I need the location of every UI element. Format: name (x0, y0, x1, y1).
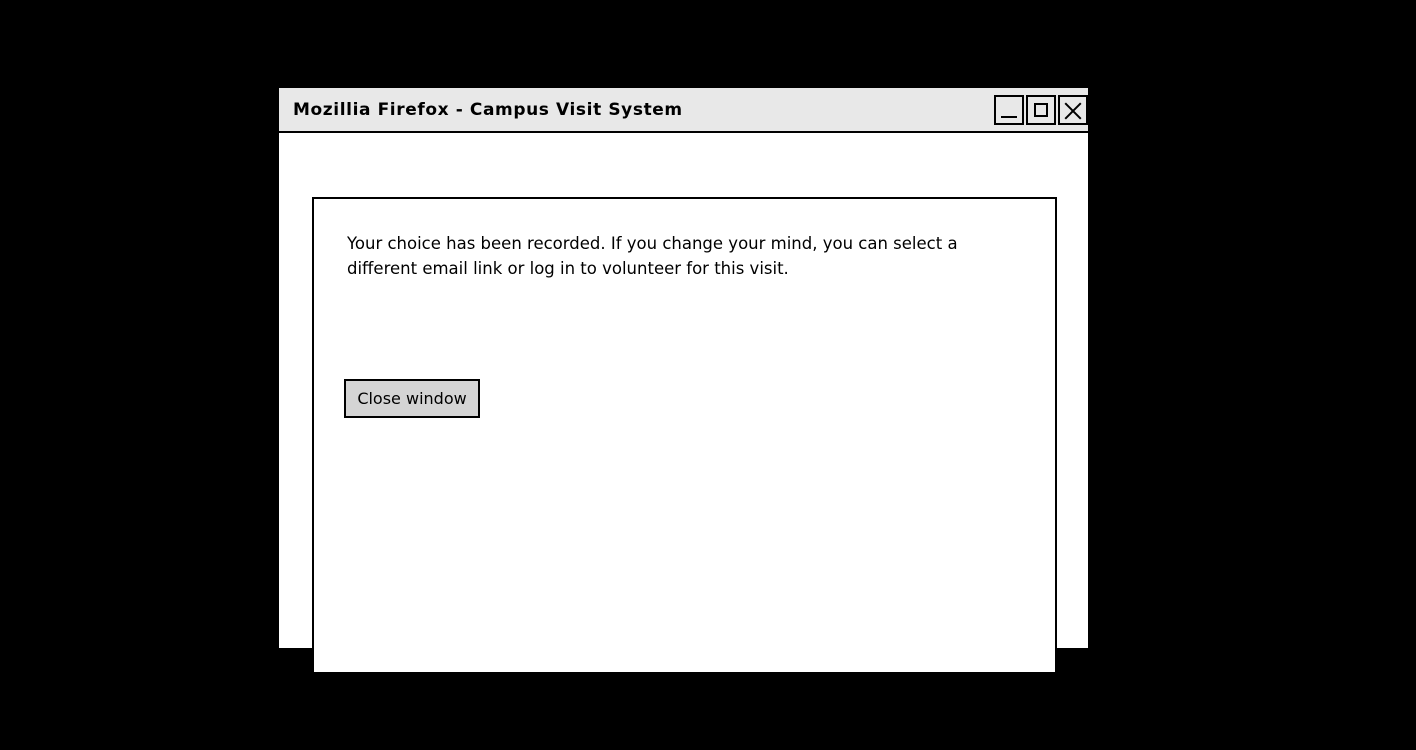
confirmation-message: Your choice has been recorded. If you change your mind, you can select a different email link or log in to volunteer for this visit. (347, 234, 958, 278)
close-window-button[interactable]: Close window (344, 379, 480, 418)
content-panel (312, 197, 1057, 674)
window-title: Mozillia Firefox - Campus Visit System (293, 99, 683, 120)
close-icon[interactable] (1058, 95, 1088, 125)
window-controls (994, 88, 1088, 131)
browser-window (277, 86, 1090, 650)
minimize-icon[interactable] (994, 95, 1024, 125)
maximize-icon[interactable] (1026, 95, 1056, 125)
window-titlebar[interactable] (279, 88, 1088, 133)
browser-viewport (279, 133, 1088, 648)
